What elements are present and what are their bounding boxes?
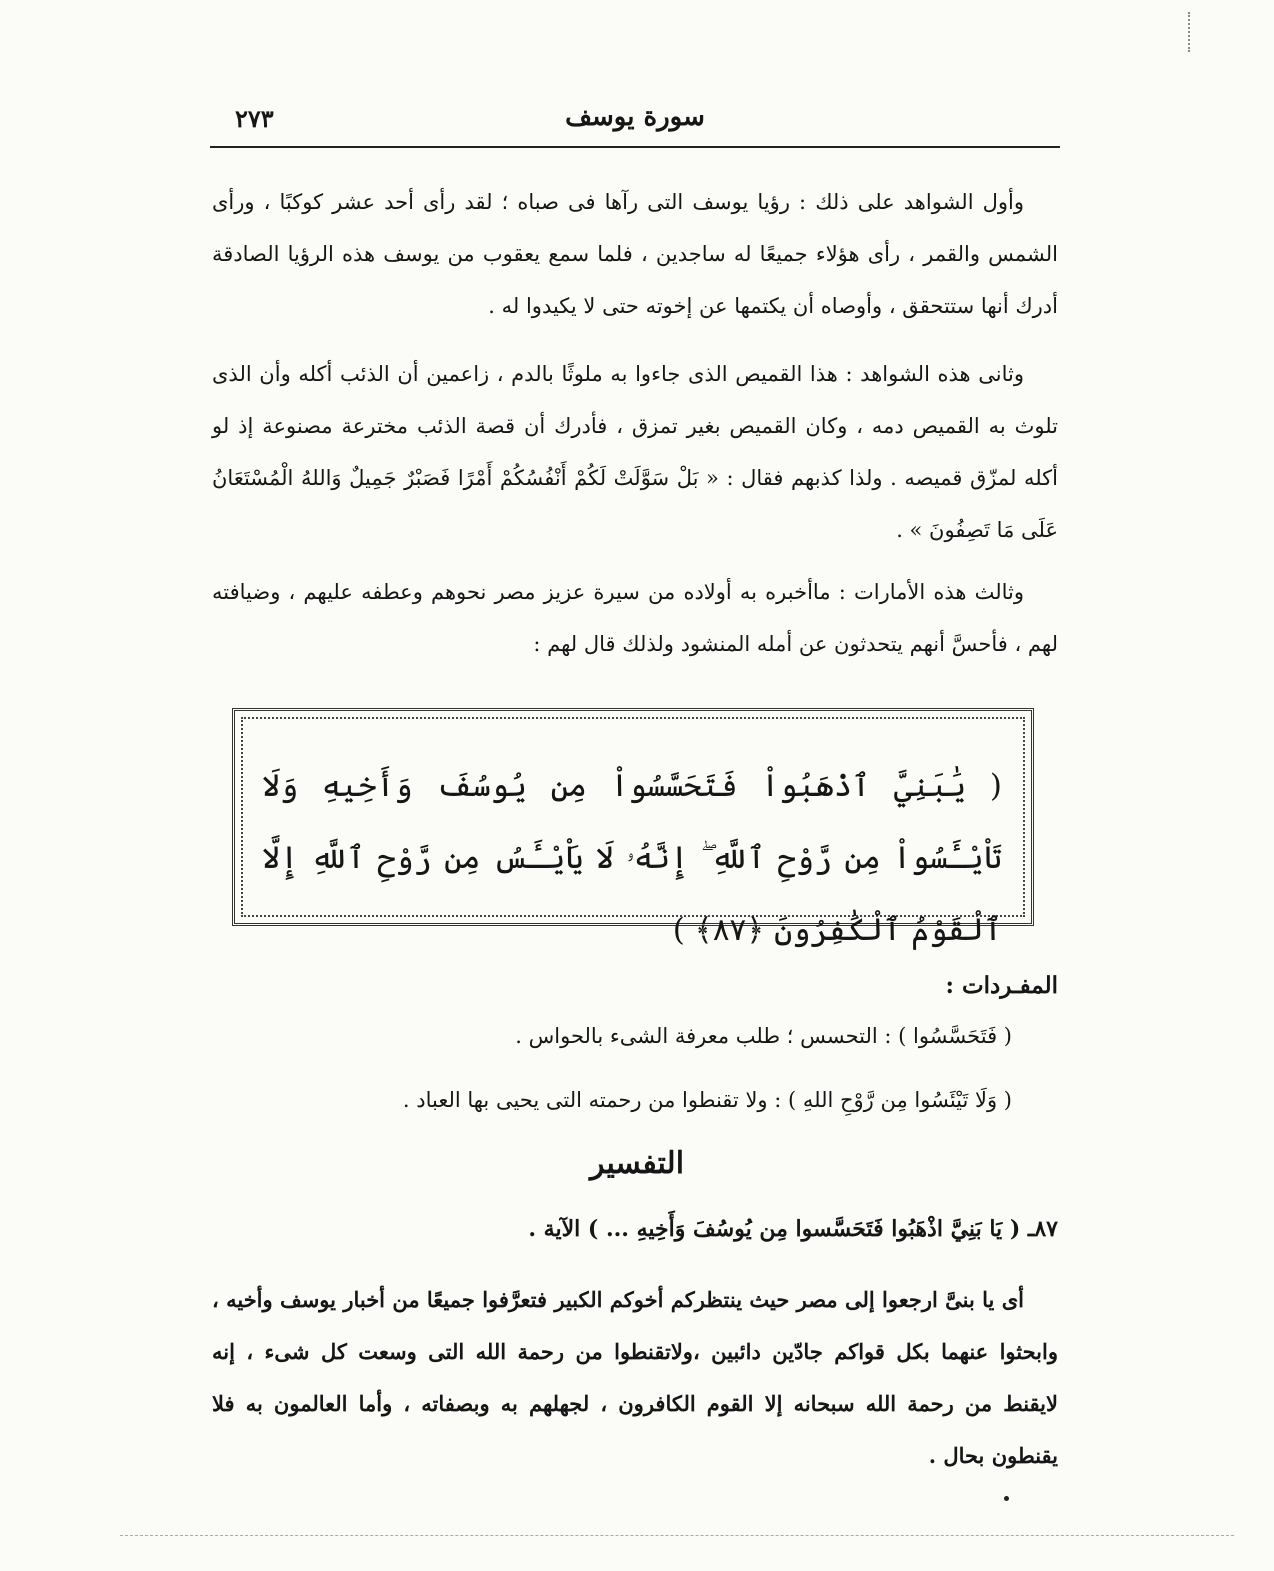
paragraph-text: وأول الشواهد على ذلك : رؤيا يوسف التى رآها فى صباه ؛ لقد رأى أحد عشر كوكبًا ، ورأى الشمس والقمر ، رأى هؤلاء جميعًا له ساجدين ، فلما سمع يعقوب من يوسف هذه الرؤيا الصادقة أدرك أنها ستتحقق ، وأوصاه أن يكتمها عن إخوته حتى لا يكيدوا له . [212, 190, 1058, 318]
tafsir-verse-reference: ٨٧ـ ( يَا بَنِيَّ اذْهَبُوا فَتَحَسَّسوا مِن يُوسُفَ وَأَخِيهِ ... ) الآية . [528, 1216, 1058, 1242]
ink-dot [1004, 1496, 1009, 1501]
page-number: ٢٧٣ [235, 104, 274, 133]
paragraph-first-evidence [212, 176, 1058, 332]
tafsir-explanation [212, 1274, 1058, 1482]
quran-verse: ( يَٰبَنِيَّ ٱذْهَبُواْ فَتَحَسَّسُواْ مِن يُوسُفَ وَأَخِيهِ وَلَا تَاْيْـَٔسُواْ مِن رَّوْحِ ٱللَّهِ ۖ إِنَّهُۥ لَا يَاْيْـَٔسُ مِن رَّوْحِ ٱللَّهِ إِلَّا ٱلْقَوْمُ ٱلْكَٰفِرُونَ ﴿٨٧﴾ ) [262, 768, 1002, 948]
paragraph-text: وثالث هذه الأمارات : ماأخبره به أولاده من سيرة عزيز مصر نحوهم وعطفه عليهم ، وضيافته لهم ، فأحسَّ أنهم يتحدثون عن أمله المنشود ولذلك قال لهم : [212, 580, 1058, 656]
scan-artifact [1188, 12, 1192, 52]
paragraph-text: وثانى هذه الشواهد : هذا القميص الذى جاءوا به ملوثًا بالدم ، زاعمين أن الذئب أكله وأن الذى تلوث به القميص دمه ، وكان القميص بغير تمزق ، فأدرك أن قصة الذئب مخترعة مصنوعة إذ لو أكله لمزّق قميصه . ولذا كذبهم فقال : « بَلْ سَوَّلَتْ لَكُمْ أَنْفُسُكُمْ أَمْرًا فَصَبْرٌ جَمِيلٌ وَاللهُ الْمُسْتَعَانُ عَلَى مَا تَصِفُونَ » . [212, 362, 1058, 542]
paragraph-third-evidence [212, 566, 1058, 670]
paragraph-text: أى يا بنىَّ ارجعوا إلى مصر حيث ينتظركم أخوكم الكبير فتعرَّفوا جميعًا من أخبار يوسف وأخيه ، وابحثوا عنهما بكل قواكم جادّين دائبين ،ولاتقنطوا من رحمة الله التى وسعت كل شىء ، إنه لايقنط من رحمة الله سبحانه إلا القوم الكافرون ، لجهلهم به وبصفاته ، وأما العالمون به فلا يقنطون بحال . [212, 1287, 1058, 1468]
vocabulary-heading: المفـردات : [945, 972, 1058, 999]
vocabulary-item: ( فَتَحَسَّسُوا ) : التحسس ؛ طلب معرفة الشىء بالحواس . [515, 1024, 1012, 1048]
paragraph-second-evidence [212, 348, 1058, 556]
page-header [210, 100, 1060, 148]
surah-title: سورة يوسف [565, 102, 705, 132]
vocabulary-item: ( وَلَا تَيْئَسُوا مِن رَّوْحِ اللهِ ) : ولا تقنطوا من رحمته التى يحيى بها العباد . [402, 1088, 1012, 1112]
page-bottom-edge [120, 1535, 1234, 1536]
header-rule [210, 146, 1060, 148]
tafsir-heading: التفسير [589, 1146, 685, 1181]
